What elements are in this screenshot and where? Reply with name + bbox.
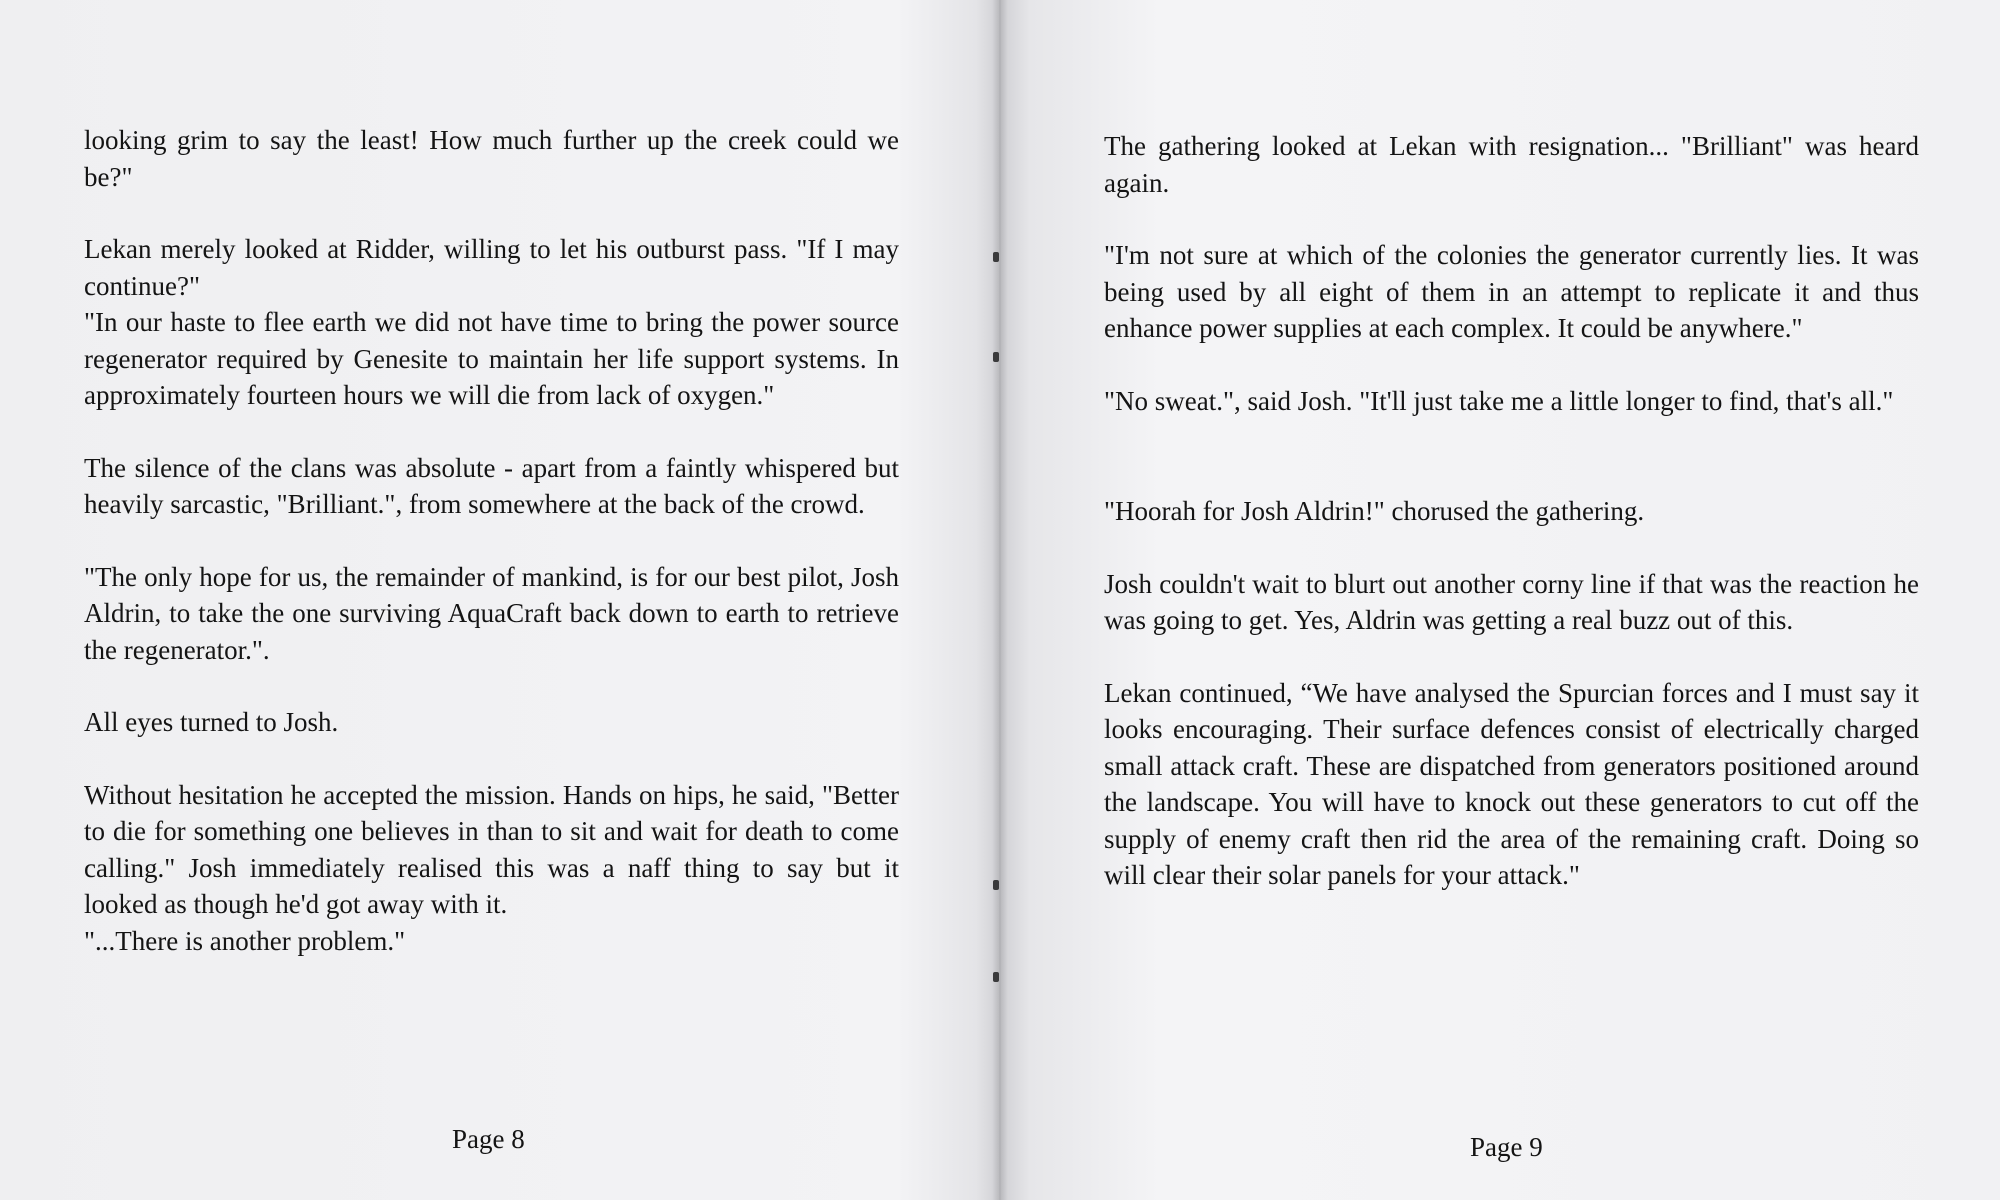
left-paragraph-6: All eyes turned to Josh. (84, 707, 339, 737)
right-paragraph-1: The gathering looked at Lekan with resignation... "Brilliant" was heard again. (1104, 131, 1919, 198)
right-paragraph-5: Josh couldn't wait to blurt out another corny line if that was the reaction he was going to get. Yes, Aldrin was getting a real buzz out of this. (1104, 568, 1919, 635)
left-paragraph-1: looking grim to say the least! How much further up the creek could we be?" (84, 125, 899, 192)
right-page-number: Page 9 (1470, 1132, 1543, 1162)
left-page-number: Page 8 (452, 1124, 525, 1154)
left-paragraph-3: "In our haste to flee earth we did not have time to bring the power source regenerator required by Genesite to maintain her life support systems. In approximately fourteen hours we will die from lack of oxygen." (84, 307, 899, 410)
left-paragraph-5: "The only hope for us, the remainder of mankind, is for our best pilot, Josh Aldrin, to take the one surviving AquaCraft back down to earth to retrieve the regenerator.". (84, 561, 899, 665)
left-paragraph-7: Without hesitation he accepted the mission. Hands on hips, he said, "Better to die for something one believes in than to sit and wait for death to come calling." Josh immediately realised this was a naff thing to say but it looked as though he'd got away with it. (84, 779, 899, 919)
right-page (1004, 0, 2000, 1200)
right-paragraph-6: Lekan continued, “We have analysed the Spurcian forces and I must say it looks encouraging. Their surface defences consist of electrically charged small attack craft. These are dispatched from generators positioned around the landscape. You will have to knock out these generators to cut off the supply of enemy craft then rid the area of the remaining craft. Doing so will clear their solar panels for your attack." (1104, 677, 1919, 890)
left-page (0, 0, 996, 1200)
right-paragraph-2: "I'm not sure at which of the colonies the generator currently lies. It was being used by all eight of them in an attempt to replicate it and thus enhance power supplies at each complex. It could be anywhere." (1104, 240, 1919, 343)
right-page-text (1104, 128, 1919, 930)
staple-mark (993, 352, 999, 362)
left-paragraph-4: The silence of the clans was absolute - apart from a faintly whispered but heavily sarcastic, "Brilliant.", from somewhere at the back of the crowd. (84, 452, 899, 519)
left-page-text (84, 122, 899, 995)
staple-mark (993, 972, 999, 982)
staple-mark (993, 252, 999, 262)
staple-mark (993, 880, 999, 890)
left-paragraph-2: Lekan merely looked at Ridder, willing to let his outburst pass. "If I may continue?" (84, 234, 899, 301)
right-paragraph-3: "No sweat.", said Josh. "It'll just take me a little longer to find, that's all." (1104, 385, 1894, 416)
right-paragraph-4: "Hoorah for Josh Aldrin!" chorused the gathering. (1104, 496, 1645, 526)
left-paragraph-8: "...There is another problem." (84, 925, 406, 956)
